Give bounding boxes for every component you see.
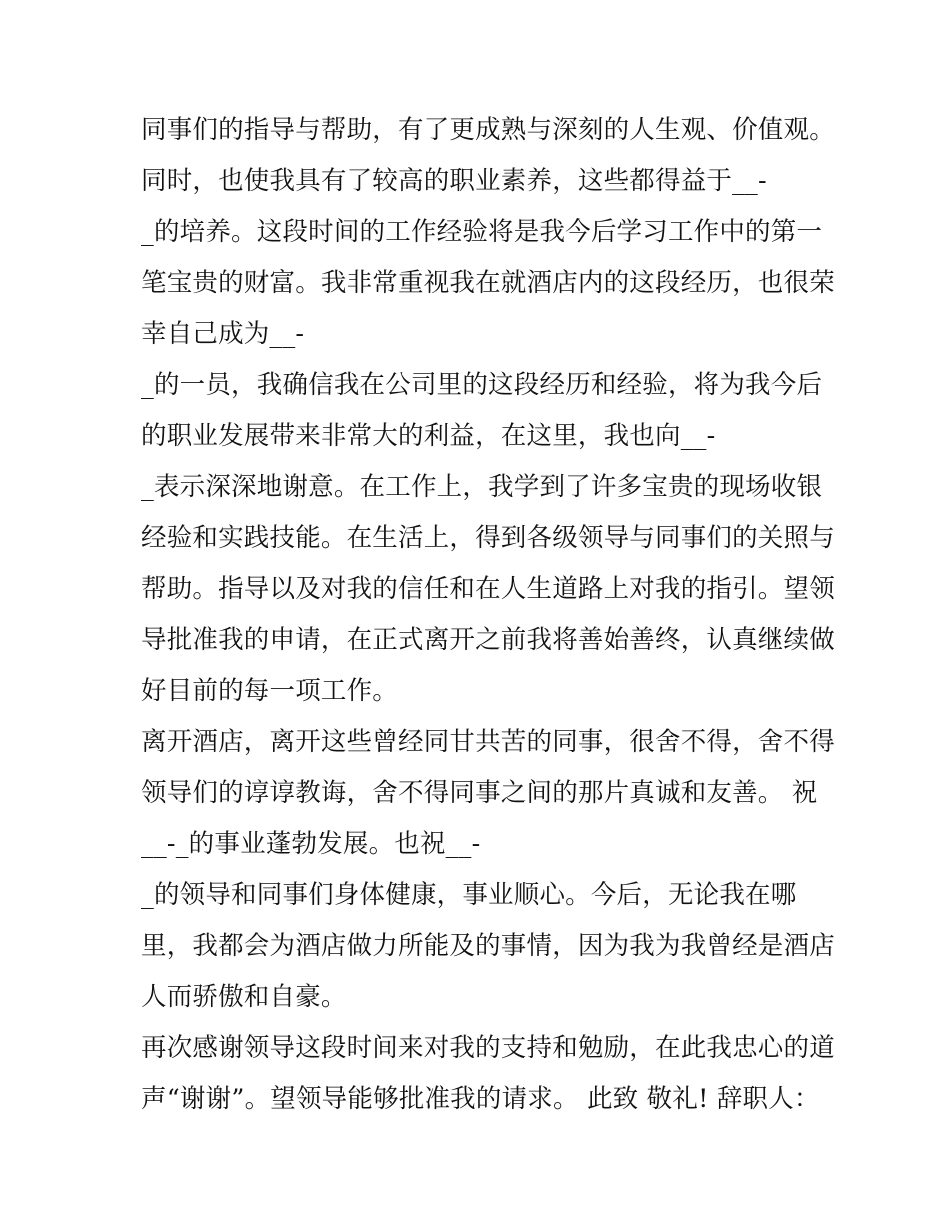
text-line: 领导们的谆谆教诲，舍不得同事之间的那片真诚和友善。 祝 bbox=[141, 778, 818, 808]
text-line: 的职业发展带来非常大的利益，在这里，我也向__- bbox=[141, 421, 716, 451]
text-line: 人而骄傲和自豪。 bbox=[141, 982, 347, 1012]
text-line: 幸自己成为__- bbox=[141, 319, 305, 349]
text-line: 再次感谢领导这段时间来对我的支持和勉励，在此我忠心的道 bbox=[141, 1033, 835, 1063]
text-line: 好目前的每一项工作。 bbox=[141, 676, 399, 706]
text-line: 离开酒店，离开这些曾经同甘共苦的同事，很舍不得，舍不得 bbox=[141, 727, 835, 757]
text-line: __-_的事业蓬勃发展。也祝__- bbox=[141, 829, 481, 859]
text-line: 声“谢谢”。望领导能够批准我的请求。 此致 敬礼! 辞职人： bbox=[141, 1084, 820, 1114]
body-text bbox=[141, 108, 841, 1128]
text-line: 帮助。指导以及对我的信任和在人生道路上对我的指引。望领 bbox=[141, 574, 835, 604]
text-line: _的培养。这段时间的工作经验将是我今后学习工作中的第一 bbox=[141, 217, 823, 247]
text-line: _的一员，我确信我在公司里的这段经历和经验，将为我今后 bbox=[141, 370, 823, 400]
text-line: 同时，也使我具有了较高的职业素养，这些都得益于__- bbox=[141, 166, 767, 196]
text-line: 经验和实践技能。在生活上，得到各级领导与同事们的关照与 bbox=[141, 523, 835, 553]
text-line: 同事们的指导与帮助，有了更成熟与深刻的人生观、价值观。 bbox=[141, 115, 835, 145]
text-line: _的领导和同事们身体健康，事业顺心。今后，无论我在哪 bbox=[141, 880, 797, 910]
text-line: _表示深深地谢意。在工作上，我学到了许多宝贵的现场收银 bbox=[141, 472, 823, 502]
text-line: 笔宝贵的财富。我非常重视我在就酒店内的这段经历，也很荣 bbox=[141, 268, 835, 298]
text-line: 导批准我的申请，在正式离开之前我将善始善终，认真继续做 bbox=[141, 625, 835, 655]
text-line: 里，我都会为酒店做力所能及的事情，因为我为我曾经是酒店 bbox=[141, 931, 835, 961]
